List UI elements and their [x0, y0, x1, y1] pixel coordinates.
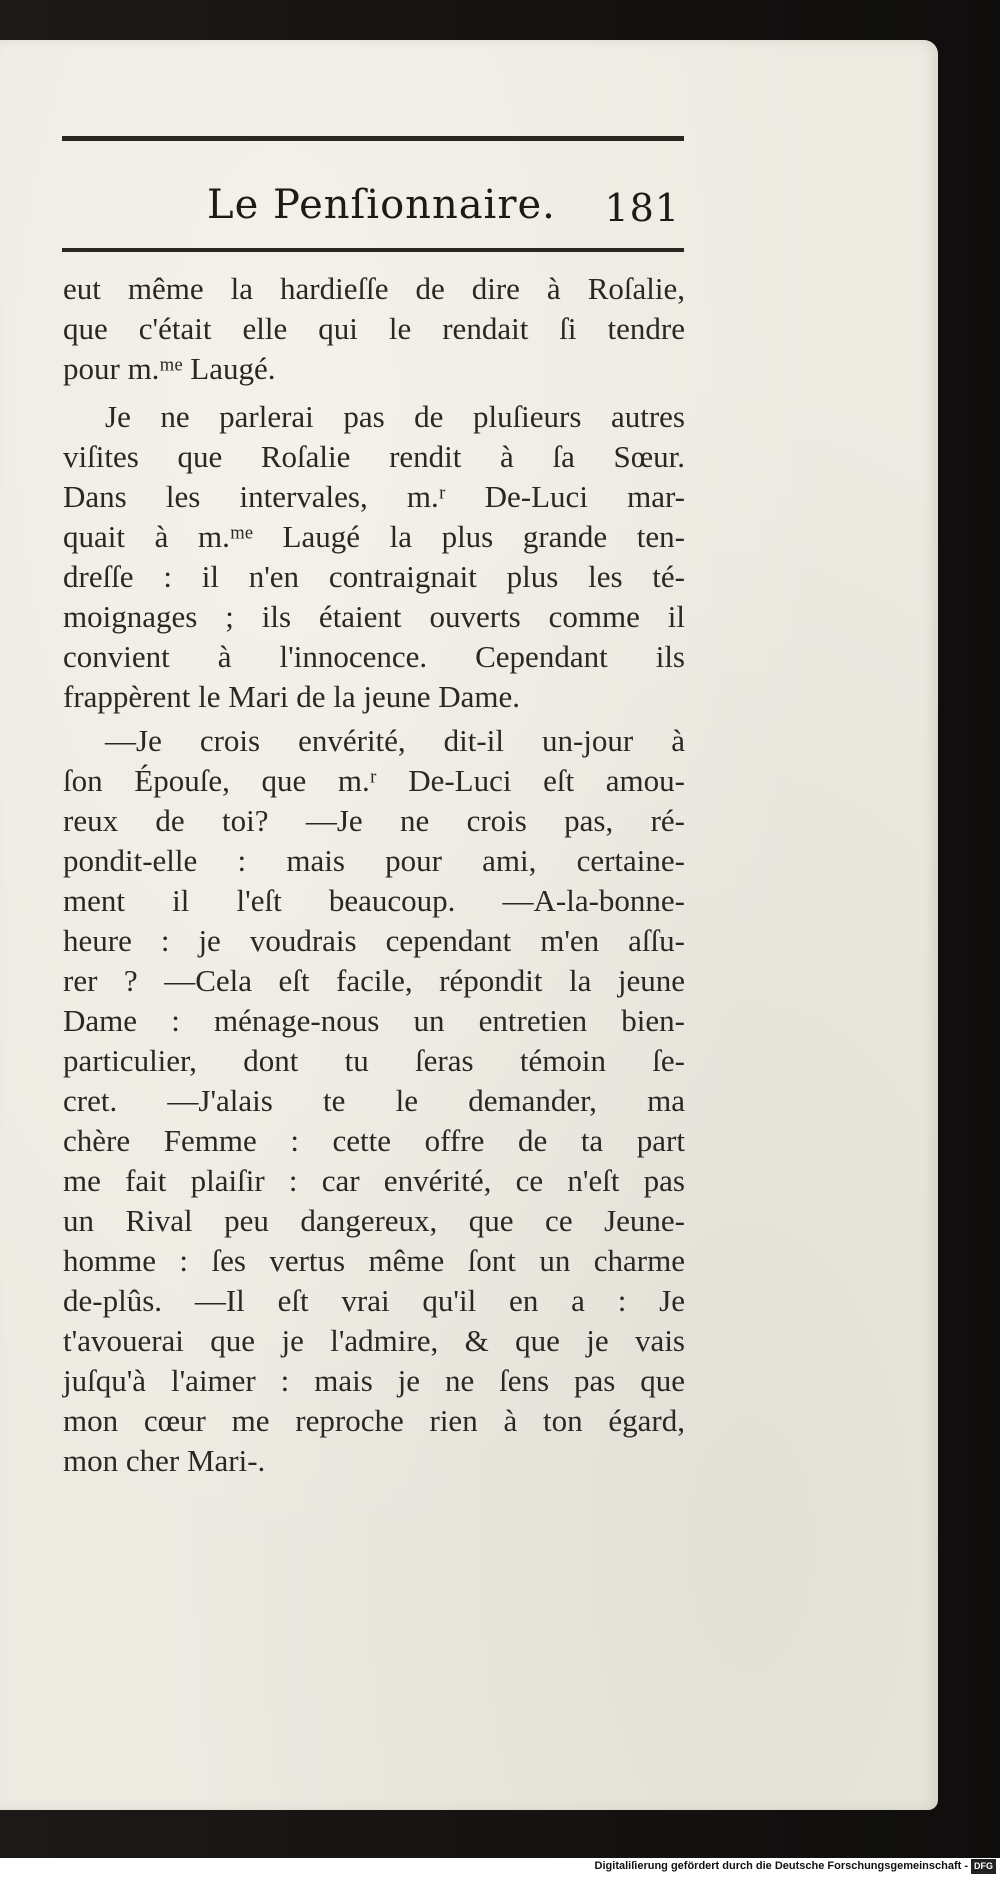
- text-line: pour m.ᵐᵉ Laugé.: [63, 351, 276, 386]
- text-line: rer ? —Cela eſt facile, répondit la jeune: [63, 963, 685, 998]
- text-line: heure : je voudrais cependant m'en aſſu-: [63, 923, 685, 958]
- running-head: [62, 182, 684, 242]
- text-line: ſon Épouſe, que m.ʳ De-Luci eſt amou-: [63, 763, 685, 798]
- text-line: eut même la hardieſſe de dire à Roſalie,: [63, 271, 685, 306]
- text-line: de-plûs. —Il eſt vrai qu'il en a : Je: [63, 1283, 685, 1318]
- text-line: moignages ; ils étaient ouverts comme il: [63, 599, 685, 634]
- dfg-logo: DFG: [971, 1859, 996, 1874]
- text-line: Dame : ménage-nous un entretien bien-: [63, 1003, 685, 1038]
- text-line: t'avouerai que je l'admire, & que je vais: [63, 1323, 685, 1358]
- page-number: 181: [604, 186, 680, 230]
- text-line: pondit-elle : mais pour ami, certaine-: [63, 843, 685, 878]
- text-line: —Je crois envérité, dit-il un-jour à: [105, 723, 685, 758]
- header-rule-bottom: [62, 248, 684, 252]
- text-line: convient à l'innocence. Cependant ils: [63, 639, 685, 674]
- text-line: mon cœur me reproche rien à ton égard,: [63, 1403, 685, 1438]
- text-line: particulier, dont tu ſeras témoin ſe-: [63, 1043, 685, 1078]
- text-line: mon cher Mari-.: [63, 1443, 266, 1478]
- text-line: que c'était elle qui le rendait ſi tendre: [63, 311, 685, 346]
- digitization-credit: Digitaliſierung gefördert durch die Deutsche Forschungsgemeinschaft -: [594, 1860, 968, 1872]
- text-line: Dans les intervales, m.ʳ De-Luci mar-: [63, 479, 685, 514]
- text-line: juſqu'à l'aimer : mais je ne ſens pas que: [63, 1363, 685, 1398]
- running-title: Le Penſionnaire.: [207, 182, 556, 228]
- text-line: homme : ſes vertus même ſont un charme: [63, 1243, 685, 1278]
- text-line: dreſſe : il n'en contraignait plus les té-: [63, 559, 685, 594]
- text-line: reux de toi? —Je ne crois pas, ré-: [63, 803, 685, 838]
- text-line: Je ne parlerai pas de pluſieurs autres: [105, 399, 685, 434]
- text-line: viſites que Roſalie rendit à ſa Sœur.: [63, 439, 685, 474]
- text-line: cret. —J'alais te le demander, ma: [63, 1083, 685, 1118]
- header-rule-top: [62, 136, 684, 141]
- text-line: quait à m.ᵐᵉ Laugé la plus grande ten-: [63, 519, 685, 554]
- text-line: un Rival peu dangereux, que ce Jeune-: [63, 1203, 685, 1238]
- text-line: ment il l'eſt beaucoup. —A-la-bonne-: [63, 883, 685, 918]
- text-line: frappèrent le Mari de la jeune Dame.: [63, 679, 521, 714]
- text-line: chère Femme : cette offre de ta part: [63, 1123, 685, 1158]
- text-line: me fait plaiſir : car envérité, ce n'eſt pas: [63, 1163, 685, 1198]
